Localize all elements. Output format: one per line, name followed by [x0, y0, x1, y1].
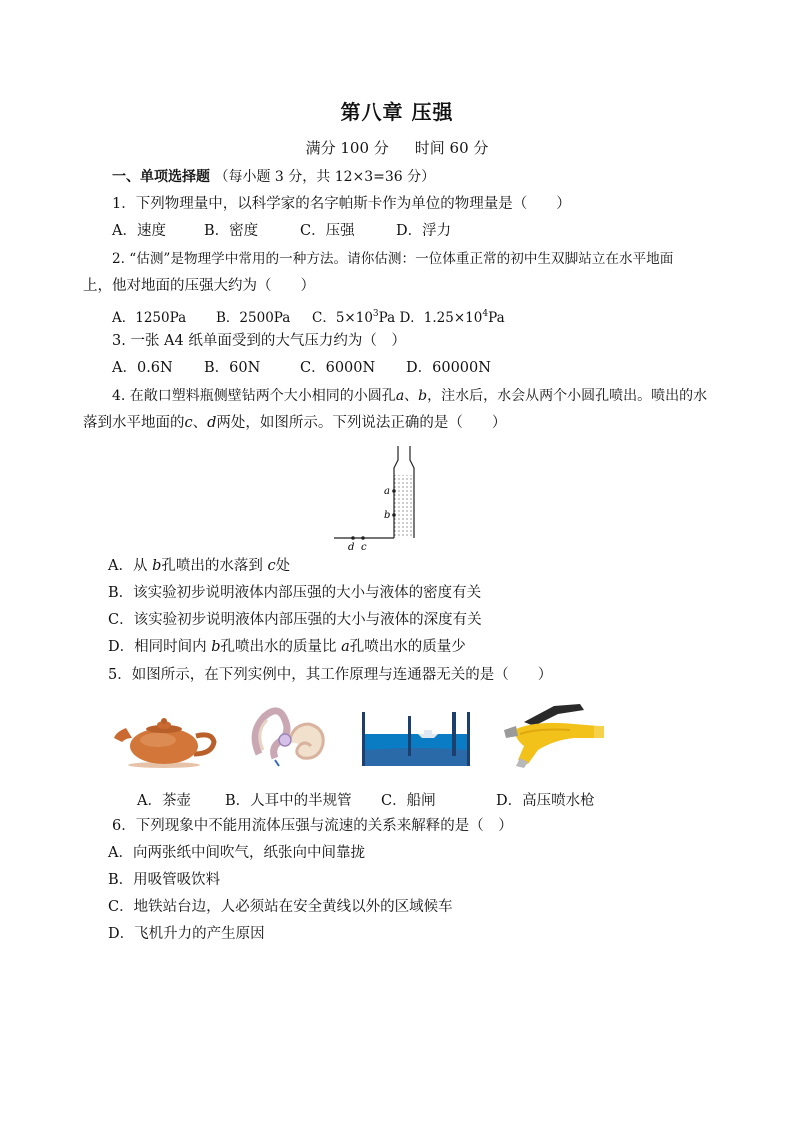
q3-options — [112, 358, 491, 378]
hole-a — [392, 489, 396, 493]
hole-b — [392, 513, 396, 517]
q3-option-c: C．6000N — [300, 360, 376, 376]
section-heading — [112, 166, 435, 186]
q2-stem-line2: 上，他对地面的压强大约为（ ） — [83, 278, 315, 294]
ship-lock-image — [360, 710, 472, 766]
q6-option-c: C．地铁站台边，人必须站在安全黄线以外的区域候车 — [108, 899, 453, 915]
q3-option-b: B．60N — [204, 360, 261, 376]
q4-option-a: A．从 b孔喷出的水落到 c处 — [108, 558, 291, 574]
label-c: c — [361, 542, 367, 553]
q5-caption-a: A．茶壶 — [137, 793, 191, 809]
q3-stem: 3. 一张 A4 纸单面受到的大气压力约为（ ） — [112, 333, 406, 349]
q6-option-b: B．用吸管吸饮料 — [108, 872, 221, 888]
label-b: b — [384, 510, 391, 521]
q1-stem: 1．下列物理量中，以科学家的名字帕斯卡作为单位的物理量是（ ） — [112, 196, 571, 212]
water-fill — [394, 475, 414, 538]
q1-option-d: D．浮力 — [396, 223, 452, 239]
q4-option-c: C．该实验初步说明液体内部压强的大小与液体的深度有关 — [108, 612, 482, 628]
full-score: 满分 100 分 — [305, 139, 389, 157]
teapot-image — [112, 708, 220, 768]
q6-option-a: A．向两张纸中间吹气，纸张向中间靠拢 — [108, 845, 365, 861]
q1-options — [112, 221, 451, 241]
q5-caption-c: C．船闸 — [381, 793, 436, 809]
q6-stem: 6．下列现象中不能用流体压强与流速的关系来解释的是（ ） — [112, 818, 513, 834]
q2-option-b: B．2500Pa — [216, 309, 291, 326]
q2-option-a: A．1250Pa — [112, 309, 187, 326]
q4-stem-line2: 落到水平地面的c、d两处，如图所示。下列说法正确的是（ ） — [83, 415, 507, 431]
q3-option-a: A．0.6N — [112, 360, 173, 376]
q5-stem: 5．如图所示，在下列实例中，其工作原理与连通器无关的是（ ） — [108, 667, 553, 683]
q1-option-b: B．密度 — [204, 223, 259, 239]
bottle-figure — [334, 438, 444, 554]
page-title: 第八章 压强 — [340, 100, 454, 124]
q3-option-d: D．60000N — [406, 360, 491, 376]
q2-options — [112, 304, 505, 328]
exam-subtitle — [0, 137, 794, 158]
q2-stem-line1: 2. “估测”是物理学中常用的一种方法。请你估测：一位体重正常的初中生双脚站立在水平地面 — [112, 251, 674, 267]
label-a: a — [384, 486, 390, 497]
q5-caption-b: B．人耳中的半规管 — [225, 793, 352, 809]
q6-option-d: D．飞机升力的产生原因 — [108, 926, 265, 942]
q4-option-d: D．相同时间内 b孔喷出水的质量比 a孔喷出水的质量少 — [108, 639, 466, 655]
section-title: 一、单项选择题 — [112, 169, 210, 185]
q4-stem-line1: 4. 在敞口塑料瓶侧壁钻两个大小相同的小圆孔a、b，注水后，水会从两个小圆孔喷出。喷出的水 — [112, 388, 708, 404]
point-d — [351, 536, 355, 540]
q1-option-a: A．速度 — [112, 223, 166, 239]
q1-option-c: C．压强 — [300, 223, 355, 239]
ear-canal-image — [245, 702, 333, 768]
section-note: （每小题 3 分，共 12×3=36 分） — [214, 169, 436, 185]
q4-option-b: B．该实验初步说明液体内部压强的大小与液体的密度有关 — [108, 585, 482, 601]
point-c — [361, 536, 365, 540]
time-limit: 时间 60 分 — [414, 139, 489, 157]
label-d: d — [348, 542, 355, 553]
q5-caption-d: D．高压喷水枪 — [496, 793, 595, 809]
q2-option-c: C．$5\times 10^3Pa$ D．$1.25\times 10^4Pa$ — [312, 309, 505, 326]
spray-gun-image — [494, 700, 606, 770]
